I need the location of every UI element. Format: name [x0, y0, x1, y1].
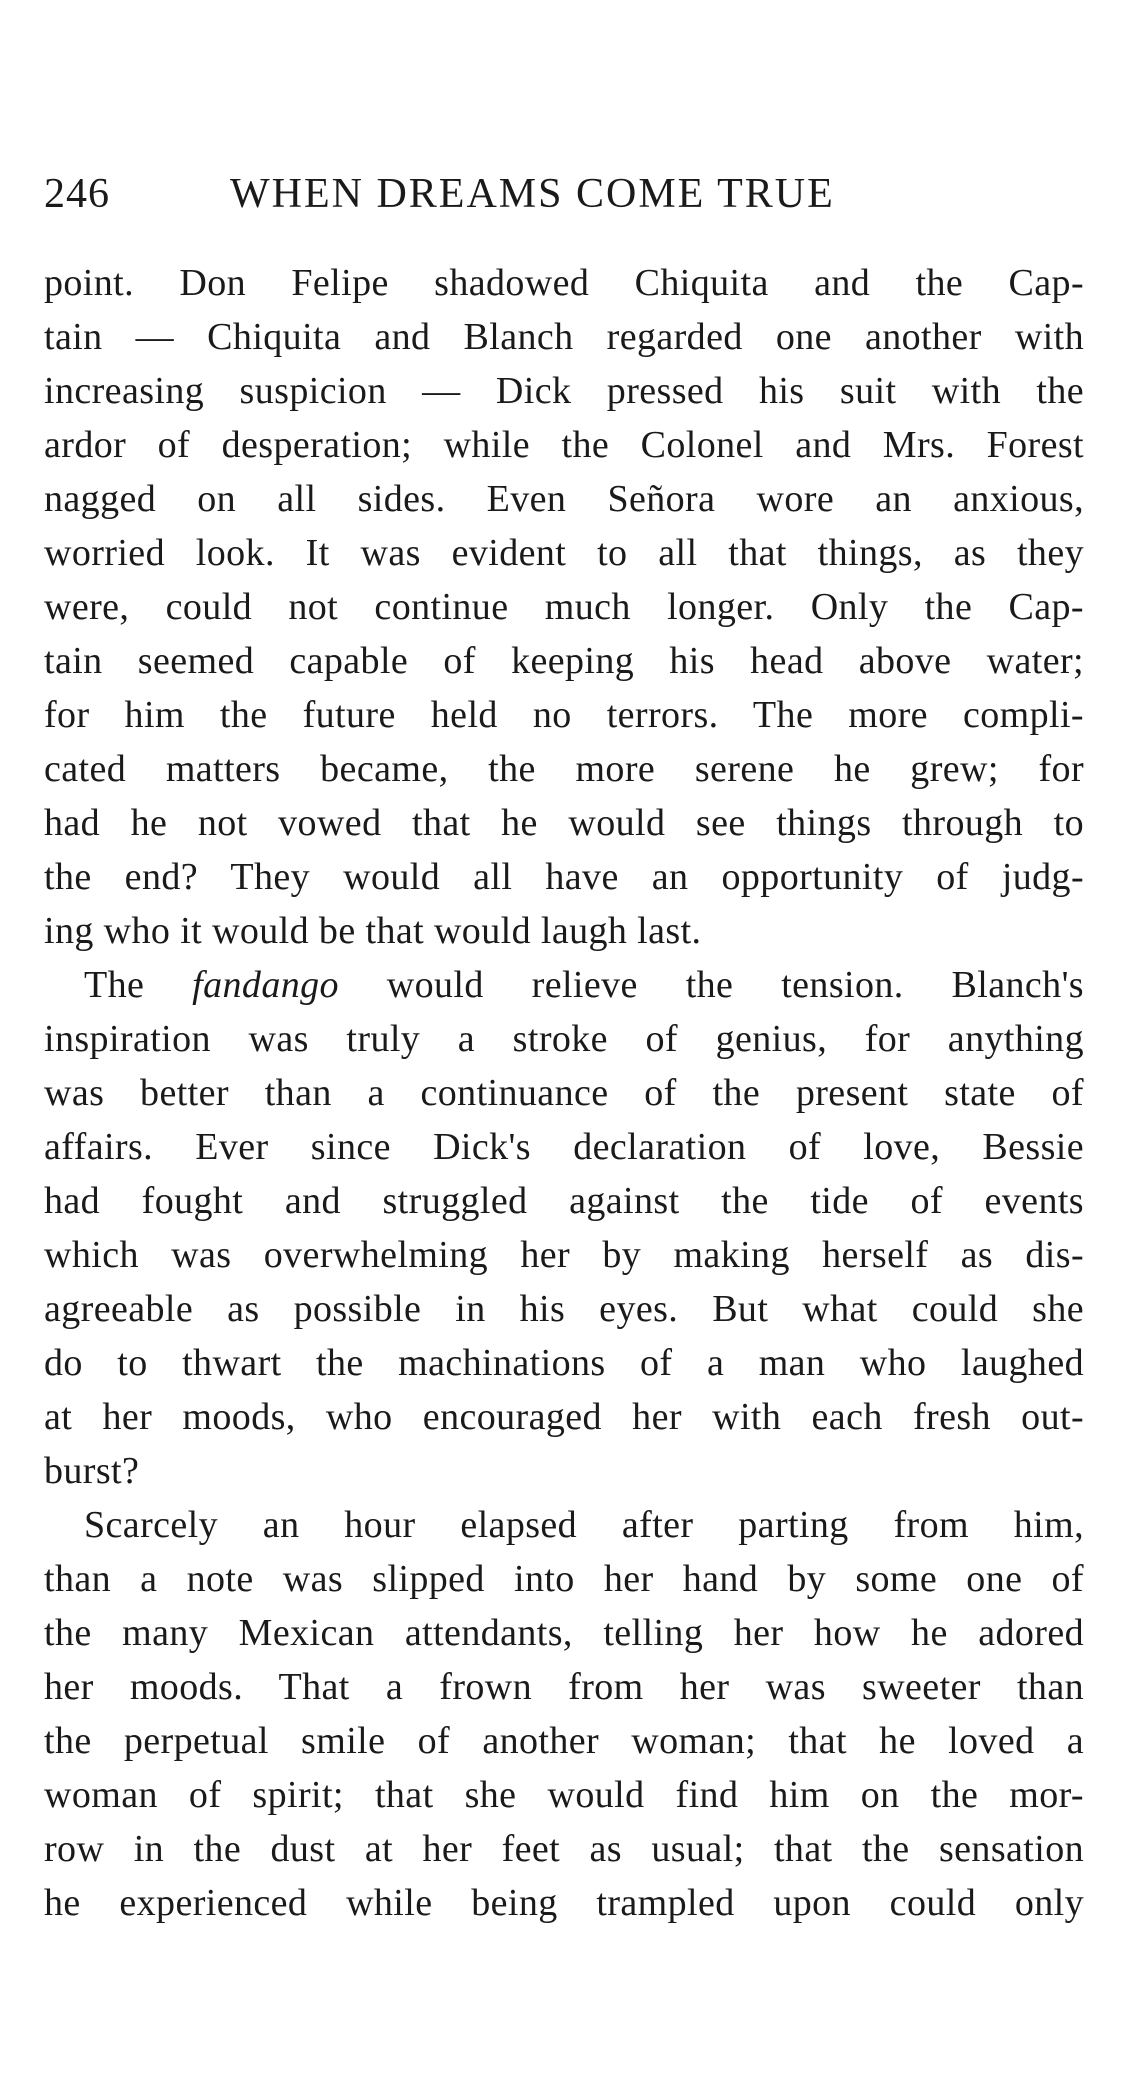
- paragraph-2: [44, 958, 1084, 1498]
- body-text: [44, 256, 1084, 1930]
- text-line: had he not vowed that he would see things through to: [44, 802, 1084, 844]
- text-line: [44, 958, 1084, 1012]
- text-line: were, could not continue much longer. Only the Cap-: [44, 586, 1084, 628]
- text-line: had fought and struggled against the tide of events: [44, 1180, 1084, 1222]
- text-run: The: [84, 964, 193, 1006]
- running-head: [44, 164, 1084, 224]
- text-line: inspiration was truly a stroke of genius, for anything: [44, 1018, 1084, 1060]
- text-line: worried look. It was evident to all that things, as they: [44, 532, 1084, 574]
- text-line: tain — Chiquita and Blanch regarded one another with: [44, 316, 1084, 358]
- text-line: he experienced while being trampled upon could only: [44, 1882, 1084, 1924]
- text-line: for him the future held no terrors. The more compli-: [44, 694, 1084, 736]
- text-line: at her moods, who encouraged her with each fresh out-: [44, 1396, 1084, 1438]
- text-line: agreeable as possible in his eyes. But what could she: [44, 1288, 1084, 1330]
- text-line: row in the dust at her feet as usual; that the sensation: [44, 1828, 1084, 1870]
- text-line: increasing suspicion — Dick pressed his suit with the: [44, 370, 1084, 412]
- page-number: 246: [44, 171, 110, 217]
- text-line: do to thwart the machinations of a man who laughed: [44, 1342, 1084, 1384]
- text-line: burst?: [44, 1450, 140, 1492]
- paragraph-3: [44, 1498, 1084, 1930]
- running-title: WHEN DREAMS COME TRUE: [230, 171, 835, 217]
- text-line: the end? They would all have an opportunity of judg-: [44, 856, 1084, 898]
- text-line: the perpetual smile of another woman; that he loved a: [44, 1720, 1084, 1762]
- text-line: was better than a continuance of the present state of: [44, 1072, 1084, 1114]
- text-line: affairs. Ever since Dick's declaration of love, Bessie: [44, 1126, 1084, 1168]
- italic-word: fandango: [192, 964, 339, 1006]
- text-line: tain seemed capable of keeping his head above water;: [44, 640, 1084, 682]
- text-line: point. Don Felipe shadowed Chiquita and the Cap-: [44, 262, 1084, 304]
- text-line: the many Mexican attendants, telling her how he adored: [44, 1612, 1084, 1654]
- text-line: cated matters became, the more serene he grew; for: [44, 748, 1084, 790]
- text-line: ing who it would be that would laugh last.: [44, 910, 702, 952]
- text-line: nagged on all sides. Even Señora wore an anxious,: [44, 478, 1084, 520]
- paragraph-1: [44, 256, 1084, 958]
- text-line: which was overwhelming her by making herself as dis-: [44, 1234, 1084, 1276]
- text-run: would relieve the tension. Blanch's: [338, 964, 1084, 1006]
- text-line: than a note was slipped into her hand by some one of: [44, 1558, 1084, 1600]
- text-line: Scarcely an hour elapsed after parting from him,: [84, 1504, 1084, 1546]
- text-line: woman of spirit; that she would find him on the mor-: [44, 1774, 1084, 1816]
- text-line: her moods. That a frown from her was sweeter than: [44, 1666, 1084, 1708]
- text-line: ardor of desperation; while the Colonel and Mrs. Forest: [44, 424, 1084, 466]
